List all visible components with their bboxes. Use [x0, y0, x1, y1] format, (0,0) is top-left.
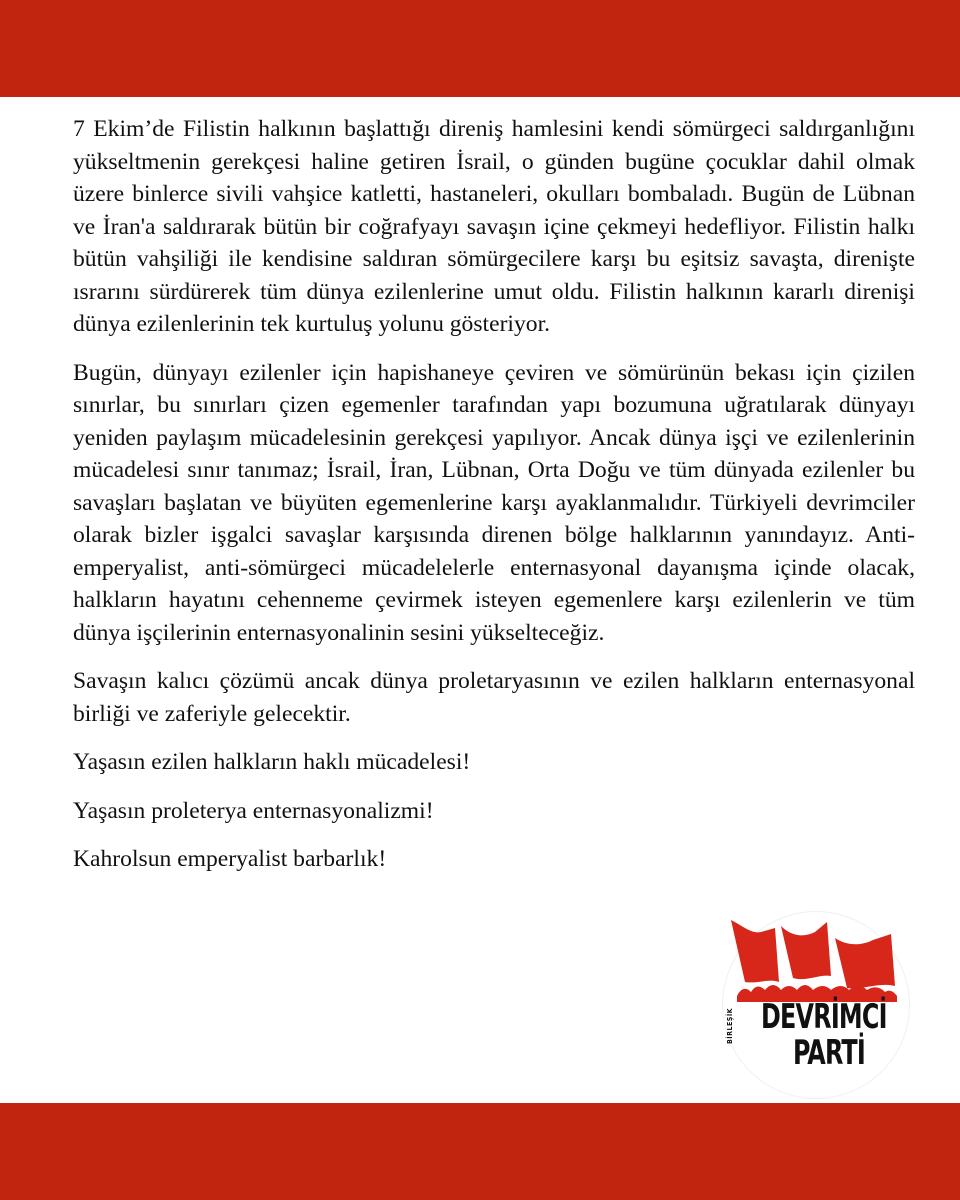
slogan-list	[73, 746, 915, 876]
logo-line-2: PARTİ	[793, 1033, 865, 1073]
bottom-red-band	[0, 1103, 960, 1200]
slogan-2: Yaşasın proleterya enternasyonalizmi!	[73, 797, 434, 824]
paragraph-1: 7 Ekim’de Filistin halkının başlattığı direniş hamlesini kendi sömürgeci saldırganlığını yükseltmenin gerekçesi haline getiren İsrail, o günden bugüne çocuklar dahil olmak üzere binlerce sivili vahşice katletti, hastaneleri, okulları bombaladı. Bugün de Lübnan ve İran'a saldırarak bütün bir coğrafyayı savaşın içine çekmeyi hedefliyor. Filistin halkı bütün vahşiliği ile kendisine saldıran sömürgecilere karşı bu eşitsiz savaşta, direnişte ısrarını sürdürerek tüm dünya ezilenlerine umut oldu. Filistin halkının kararlı direnişi dünya ezilenlerinin tek kurtuluş yolunu gösteriyor.	[73, 116, 915, 337]
logo-line-1: DEVRİMCİ	[761, 997, 887, 1037]
party-logo	[723, 912, 909, 1098]
logo-small-text: BİRLEŞİK	[726, 1007, 734, 1044]
slogan-3: Kahrolsun emperyalist barbarlık!	[73, 846, 387, 872]
statement-text	[73, 113, 915, 892]
top-red-band	[0, 0, 960, 97]
paragraph-2: Bugün, dünyayı ezilenler için hapishaneye çeviren ve sömürünün bekası için çizilen sınırlar, bu sınırları çizen egemenler tarafından yapı bozumuna uğratılarak dünyayı yeniden paylaşım mücadelesinin gerekçesi yapılıyor. Ancak dünya işçi ve ezilenlerinin mücadelesi sınır tanımaz; İsrail, İran, Lübnan, Orta Doğu ve tüm dünyada ezilenler bu savaşları başlatan ve büyüten egemenlerine karşı ayaklanmalıdır. Türkiyeli devrimciler olarak bizler işgalci savaşlar karşısında direnen bölge halklarının yanındayız. Anti-emperyalist, anti-sömürgeci mücadelelerle enternasyonal dayanışma içinde olacak, halkların hayatını cehenneme çevirmek isteyen egemenlere karşı ezilenlerin ve tüm dünya işçilerinin enternasyonalinin sesini yükselteceğiz.	[73, 359, 915, 646]
paragraph-3: Savaşın kalıcı çözümü ancak dünya proletaryasının ve ezilen halkların enternasyonal birliği ve zaferiyle gelecektir.	[73, 668, 915, 727]
slogan-1: Yaşasın ezilen halkların haklı mücadelesi!	[73, 749, 471, 775]
